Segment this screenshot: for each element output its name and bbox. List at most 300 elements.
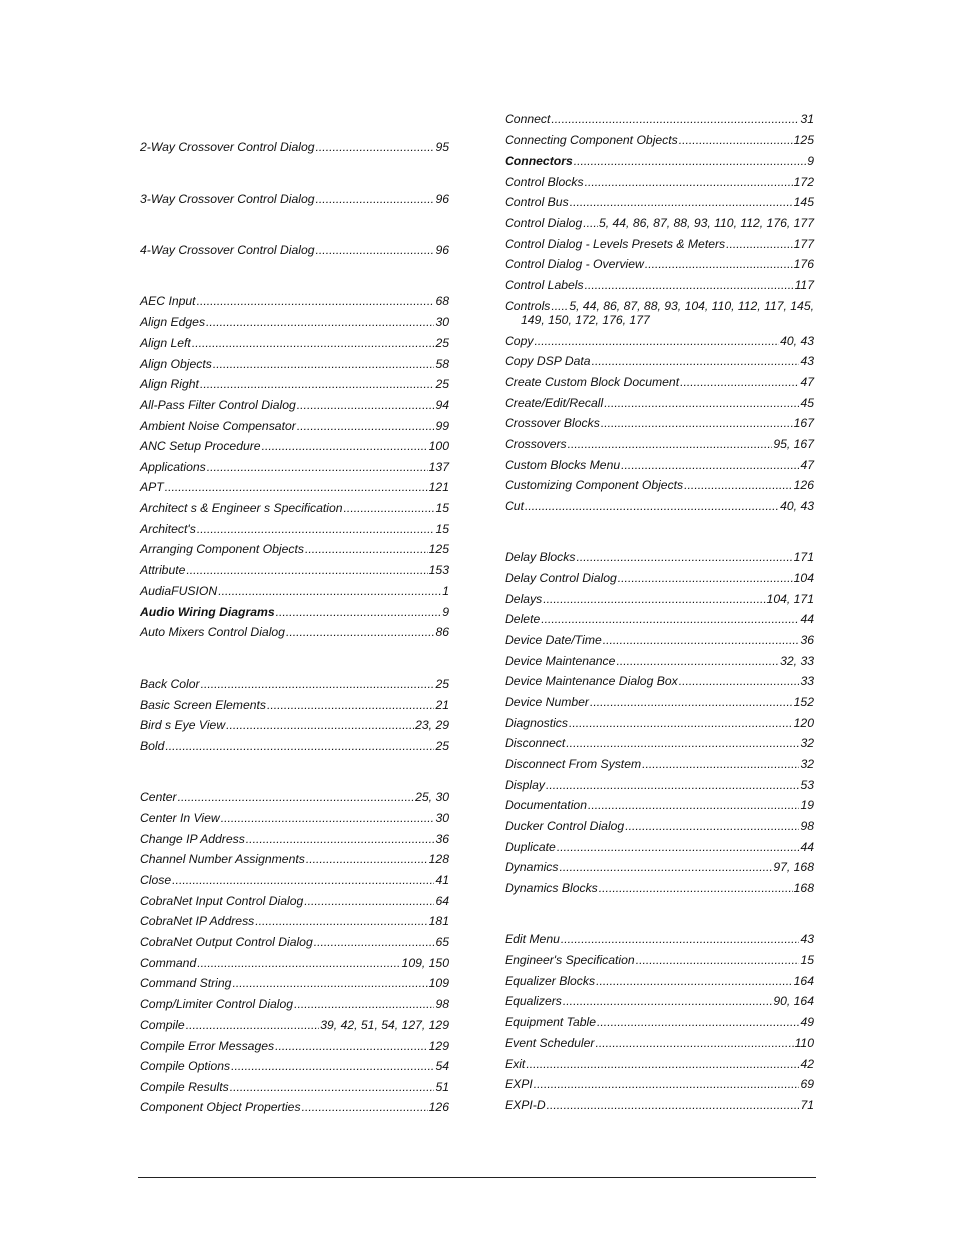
index-entry (140, 605, 449, 619)
dot-leader (526, 1057, 799, 1071)
index-entry (505, 778, 814, 792)
dot-leader (186, 563, 427, 577)
index-pages: 45 (800, 396, 814, 410)
index-pages: 30 (435, 811, 449, 825)
dot-leader (560, 860, 773, 874)
dot-leader (679, 674, 800, 688)
index-pages: 181 (428, 914, 449, 928)
dot-leader (684, 478, 793, 492)
dot-leader (201, 677, 435, 691)
index-entry (505, 216, 814, 230)
index-pages: 40, 43 (780, 499, 814, 513)
dot-leader (563, 994, 772, 1008)
index-pages: 167 (793, 416, 814, 430)
index-pages: 137 (428, 460, 449, 474)
index-entry (505, 612, 814, 626)
index-entry (140, 914, 449, 928)
index-pages: 25 (435, 739, 449, 753)
index-entry (140, 997, 449, 1011)
dot-leader (232, 976, 427, 990)
index-entry (505, 133, 814, 147)
index-entry (505, 550, 814, 564)
index-pages: 117 (794, 278, 814, 292)
dot-leader (618, 571, 793, 585)
index-pages: 110 (794, 1036, 814, 1050)
index-entry (140, 935, 449, 949)
dot-leader (226, 718, 414, 732)
index-term: Control Dialog (505, 216, 583, 230)
dot-leader (255, 914, 427, 928)
index-entry (505, 974, 814, 988)
index-term: All-Pass Filter Control Dialog (140, 398, 296, 412)
index-pages: 42 (800, 1057, 814, 1071)
index-entry (505, 654, 814, 668)
index-pages: 36 (435, 832, 449, 846)
index-term: Copy DSP Data (505, 354, 591, 368)
index-pages: 68 (435, 294, 449, 308)
dot-leader (231, 1059, 434, 1073)
index-entry (140, 584, 449, 598)
index-pages: 86 (435, 625, 449, 639)
dot-leader (218, 584, 441, 598)
dot-leader (726, 237, 793, 251)
index-pages: 44 (800, 612, 814, 626)
index-pages: 32 (800, 757, 814, 771)
index-pages: 47 (800, 375, 814, 389)
index-term: AEC Input (140, 294, 196, 308)
dot-leader (276, 605, 442, 619)
index-pages: 64 (435, 894, 449, 908)
index-term: Connecting Component Objects (505, 133, 678, 147)
index-term: Command String (140, 976, 232, 990)
index-pages-continuation: 149, 150, 172, 176, 177 (521, 313, 650, 327)
index-pages: 5, 44, 86, 87, 88, 93, 110, 112, 176, 177 (598, 216, 814, 230)
index-entry (140, 243, 449, 257)
index-term: Center In View (140, 811, 220, 825)
index-pages: 33 (800, 674, 814, 688)
index-pages: 125 (793, 133, 814, 147)
index-entry (505, 592, 814, 606)
index-entry (140, 1018, 449, 1032)
index-term: Compile Results (140, 1080, 229, 1094)
index-term: Control Dialog - Overview (505, 257, 644, 271)
index-pages: 71 (800, 1098, 814, 1112)
index-pages: 129 (428, 1039, 449, 1053)
index-pages: 9 (807, 154, 814, 168)
index-entry (505, 499, 814, 513)
footer-rule (138, 1177, 816, 1178)
index-entry (505, 478, 814, 492)
index-term: EXPI (505, 1077, 533, 1091)
index-term: Diagnostics (505, 716, 568, 730)
dot-leader (603, 633, 800, 647)
index-pages: 168 (793, 881, 814, 895)
index-entry (140, 419, 449, 433)
dot-leader (583, 216, 598, 230)
index-entry (140, 1039, 449, 1053)
dot-leader (568, 437, 773, 451)
index-term: Custom Blocks Menu (505, 458, 621, 472)
index-pages: 104, 171 (766, 592, 814, 606)
index-term: Change IP Address (140, 832, 245, 846)
index-term: Disconnect From System (505, 757, 642, 771)
dot-leader (172, 873, 434, 887)
index-term: Device Maintenance (505, 654, 616, 668)
index-pages: 171 (793, 550, 814, 564)
index-pages: 1 (442, 584, 449, 598)
index-term: CobraNet Input Control Dialog (140, 894, 304, 908)
index-entry (505, 757, 814, 771)
index-entry (140, 315, 449, 329)
dot-leader (165, 739, 434, 753)
index-pages: 15 (435, 501, 449, 515)
index-term: Delay Control Dialog (505, 571, 617, 585)
index-pages: 5, 44, 86, 87, 88, 93, 104, 110, 112, 117, 145, (569, 299, 814, 313)
dot-leader (206, 315, 434, 329)
index-entry (505, 299, 814, 327)
index-term: Dynamics Blocks (505, 881, 598, 895)
index-pages: 152 (793, 695, 814, 709)
dot-leader (597, 1015, 799, 1029)
index-entry (140, 398, 449, 412)
index-pages: 94 (435, 398, 449, 412)
index-entry (505, 695, 814, 709)
index-pages: 41 (435, 873, 449, 887)
index-entry (505, 716, 814, 730)
dot-leader (569, 716, 793, 730)
index-term: Ducker Control Dialog (505, 819, 625, 833)
index-pages: 53 (800, 778, 814, 792)
dot-leader (316, 243, 435, 257)
dot-leader (262, 439, 428, 453)
dot-leader (541, 612, 799, 626)
index-entry (505, 1057, 814, 1071)
index-entry (505, 571, 814, 585)
index-pages: 121 (428, 480, 449, 494)
index-entry (140, 460, 449, 474)
index-entry (140, 1080, 449, 1094)
index-term: Crossover Blocks (505, 416, 600, 430)
dot-leader (595, 1036, 793, 1050)
index-entry (140, 501, 449, 515)
index-pages: 43 (800, 932, 814, 946)
index-pages: 100 (428, 439, 449, 453)
index-entry (140, 625, 449, 639)
index-term: Create/Edit/Recall (505, 396, 604, 410)
dot-leader (525, 499, 779, 513)
index-entry (505, 278, 814, 292)
index-entry (505, 334, 814, 348)
index-term: AudiaFUSION (140, 584, 218, 598)
index-entry (505, 633, 814, 647)
index-pages: 44 (800, 840, 814, 854)
index-term: Engineer's Specification (505, 953, 635, 967)
dot-leader (576, 550, 792, 564)
dot-leader (679, 133, 793, 147)
dot-leader (200, 377, 434, 391)
dot-leader (588, 798, 799, 812)
index-term: EXPI-D (505, 1098, 546, 1112)
dot-leader (186, 1018, 320, 1032)
dot-leader (267, 698, 434, 712)
index-term: Copy (505, 334, 534, 348)
index-term: Delay Blocks (505, 550, 576, 564)
index-term: Auto Mixers Control Dialog (140, 625, 285, 639)
index-term: Applications (140, 460, 206, 474)
dot-leader (546, 778, 799, 792)
dot-leader (642, 757, 799, 771)
dot-leader (316, 140, 435, 154)
index-pages: 126 (428, 1100, 449, 1114)
index-entry (140, 542, 449, 556)
index-pages: 96 (435, 192, 449, 206)
index-pages: 15 (435, 522, 449, 536)
index-entry (140, 377, 449, 391)
index-term: Equalizers (505, 994, 562, 1008)
index-pages: 36 (800, 633, 814, 647)
index-entry (505, 396, 814, 410)
dot-leader (621, 458, 799, 472)
index-pages: 39, 42, 51, 54, 127, 129 (320, 1018, 449, 1032)
index-term: Display (505, 778, 545, 792)
dot-leader (246, 832, 435, 846)
index-pages: 49 (800, 1015, 814, 1029)
index-entry (505, 953, 814, 967)
index-term: Bold (140, 739, 165, 753)
index-entry (140, 894, 449, 908)
index-pages: 95, 167 (773, 437, 814, 451)
index-term: Architect s & Engineer s Specification (140, 501, 343, 515)
index-pages: 65 (435, 935, 449, 949)
dot-leader (302, 1100, 428, 1114)
index-entry (505, 154, 814, 168)
index-entry (140, 294, 449, 308)
dot-leader (561, 932, 800, 946)
index-term: Duplicate (505, 840, 556, 854)
index-entry (505, 1036, 814, 1050)
dot-leader (585, 278, 794, 292)
index-entry (505, 458, 814, 472)
index-term: Delete (505, 612, 541, 626)
index-term: Control Labels (505, 278, 584, 292)
index-term: Equalizer Blocks (505, 974, 596, 988)
index-entry (140, 832, 449, 846)
index-pages: 47 (800, 458, 814, 472)
index-entry (140, 192, 449, 206)
index-term: Close (140, 873, 172, 887)
index-pages: 95 (435, 140, 449, 154)
index-term: Compile (140, 1018, 185, 1032)
dot-leader (275, 1039, 428, 1053)
index-term: Comp/Limiter Control Dialog (140, 997, 294, 1011)
index-term: CobraNet Output Control Dialog (140, 935, 313, 949)
index-term: Controls (505, 299, 551, 313)
index-entry (140, 976, 449, 990)
index-entry (140, 718, 449, 732)
dot-leader (592, 354, 800, 368)
index-term: Edit Menu (505, 932, 560, 946)
index-entry (505, 1015, 814, 1029)
index-entry (505, 195, 814, 209)
dot-leader (557, 840, 800, 854)
index-entry (505, 112, 814, 126)
index-term: Align Objects (140, 357, 212, 371)
index-pages: 126 (793, 478, 814, 492)
index-entry (140, 811, 449, 825)
index-pages: 43 (800, 354, 814, 368)
dot-leader (306, 852, 428, 866)
dot-leader (165, 480, 428, 494)
index-pages: 25 (435, 336, 449, 350)
index-pages: 98 (800, 819, 814, 833)
index-term: Dynamics (505, 860, 559, 874)
index-term: Customizing Component Objects (505, 478, 684, 492)
index-term: Align Right (140, 377, 199, 391)
index-entry (140, 522, 449, 536)
index-entry (505, 674, 814, 688)
dot-leader (213, 357, 435, 371)
index-pages: 172 (793, 175, 814, 189)
index-term: Exit (505, 1057, 526, 1071)
dot-leader (596, 974, 793, 988)
index-pages: 40, 43 (780, 334, 814, 348)
index-pages: 98 (435, 997, 449, 1011)
dot-leader (197, 522, 435, 536)
dot-leader (305, 542, 428, 556)
index-entry (140, 357, 449, 371)
index-pages: 9 (442, 605, 449, 619)
index-term: Control Bus (505, 195, 569, 209)
index-term: Delays (505, 592, 543, 606)
index-pages: 32 (800, 736, 814, 750)
index-entry (505, 798, 814, 812)
dot-leader (570, 195, 793, 209)
index-pages: 25 (435, 377, 449, 391)
index-entry (140, 698, 449, 712)
index-entry (140, 852, 449, 866)
index-entry (140, 140, 449, 154)
index-pages: 109, 150 (401, 956, 449, 970)
index-entry (505, 375, 814, 389)
index-term: Command (140, 956, 197, 970)
dot-leader (616, 654, 779, 668)
index-term: Disconnect (505, 736, 566, 750)
dot-leader (590, 695, 793, 709)
index-term: Center (140, 790, 177, 804)
index-term: Device Date/Time (505, 633, 602, 647)
dot-leader (534, 1077, 800, 1091)
index-pages: 153 (428, 563, 449, 577)
index-pages: 125 (428, 542, 449, 556)
dot-leader (314, 935, 435, 949)
dot-leader (566, 736, 799, 750)
index-term: Control Blocks (505, 175, 584, 189)
index-entry (140, 956, 449, 970)
index-pages: 31 (800, 112, 814, 126)
dot-leader (625, 819, 799, 833)
dot-leader (316, 192, 435, 206)
index-pages: 19 (800, 798, 814, 812)
dot-leader (599, 881, 793, 895)
index-term: Cut (505, 499, 524, 513)
index-pages: 128 (428, 852, 449, 866)
index-entry (140, 439, 449, 453)
dot-leader (294, 997, 434, 1011)
index-term: Event Scheduler (505, 1036, 595, 1050)
index-term: ANC Setup Procedure (140, 439, 261, 453)
index-term: Documentation (505, 798, 587, 812)
dot-leader (547, 1098, 800, 1112)
index-entry (505, 994, 814, 1008)
index-pages: 99 (435, 419, 449, 433)
index-term: CobraNet IP Address (140, 914, 255, 928)
index-entry (505, 1077, 814, 1091)
index-term: Attribute (140, 563, 186, 577)
index-pages: 176 (793, 257, 814, 271)
dot-leader (230, 1080, 435, 1094)
index-entry (505, 175, 814, 189)
index-entry (505, 416, 814, 430)
index-pages: 145 (793, 195, 814, 209)
index-entry (140, 336, 449, 350)
index-pages: 120 (793, 716, 814, 730)
index-term: Compile Options (140, 1059, 231, 1073)
index-term: 3-Way Crossover Control Dialog (140, 192, 315, 206)
index-entry (505, 860, 814, 874)
index-term: Back Color (140, 677, 200, 691)
dot-leader (680, 375, 799, 389)
index-entry (505, 819, 814, 833)
index-entry (140, 739, 449, 753)
dot-leader (574, 154, 807, 168)
dot-leader (604, 396, 799, 410)
index-entry (140, 790, 449, 804)
dot-leader (534, 334, 779, 348)
index-entry (505, 257, 814, 271)
dot-leader (304, 894, 434, 908)
dot-leader (551, 112, 799, 126)
index-term: Ambient Noise Compensator (140, 419, 296, 433)
index-pages: 21 (435, 698, 449, 712)
index-entry (505, 840, 814, 854)
index-pages: 30 (435, 315, 449, 329)
index-entry (505, 354, 814, 368)
dot-leader (297, 419, 435, 433)
index-term: Connect (505, 112, 551, 126)
index-term: Align Left (140, 336, 191, 350)
index-pages: 177 (793, 237, 814, 251)
dot-leader (207, 460, 428, 474)
dot-leader (636, 953, 800, 967)
index-entry (505, 1098, 814, 1112)
dot-leader (543, 592, 765, 606)
index-entry (505, 237, 814, 251)
index-term: Arranging Component Objects (140, 542, 304, 556)
index-pages: 23, 29 (415, 718, 449, 732)
index-term: Equipment Table (505, 1015, 597, 1029)
index-entry (505, 881, 814, 895)
index-entry (140, 677, 449, 691)
index-pages: 90, 164 (773, 994, 814, 1008)
index-pages: 15 (800, 953, 814, 967)
index-term: APT (140, 480, 164, 494)
index-term: Basic Screen Elements (140, 698, 266, 712)
index-entry (505, 932, 814, 946)
index-pages: 96 (435, 243, 449, 257)
index-pages: 54 (435, 1059, 449, 1073)
dot-leader (178, 790, 415, 804)
index-term: Create Custom Block Document (505, 375, 680, 389)
